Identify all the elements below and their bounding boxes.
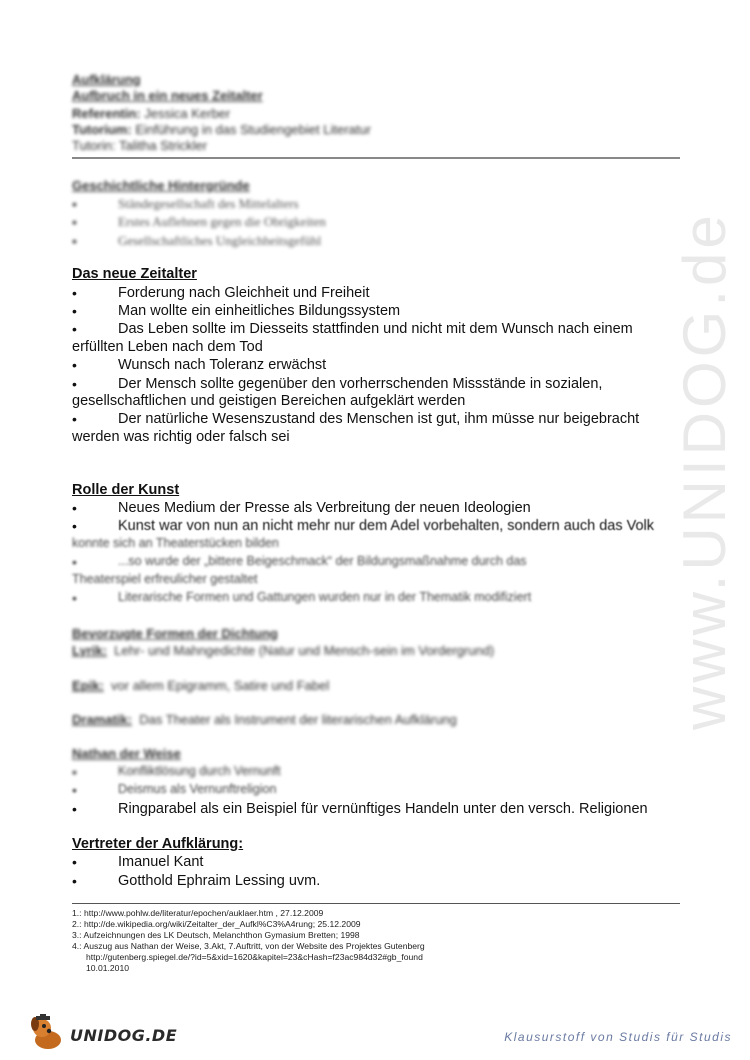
list-item: Forderung nach Gleichheit und Freiheit xyxy=(118,285,370,301)
epik-line xyxy=(72,678,329,693)
doc-title: Aufklärung xyxy=(72,72,141,87)
footnote-divider xyxy=(72,903,680,904)
footnote-date: 10.01.2010 xyxy=(86,963,130,973)
lyrik-line xyxy=(72,643,494,658)
list-item: Konfliktlösung durch Vernunft xyxy=(118,764,281,778)
referent-line xyxy=(72,106,230,121)
list-item: Der Mensch sollte gegenüber den vorherrschenden Missstände in sozialen, xyxy=(118,376,603,392)
dog-mascot-icon xyxy=(28,1014,68,1052)
logo-text: UNIDOG.DE xyxy=(70,1026,178,1045)
bullet-icon: • xyxy=(72,321,77,337)
list-item-continuation: konnte sich an Theaterstücken bilden xyxy=(72,536,279,550)
list-item-continuation: erfüllten Leben nach dem Tod xyxy=(72,339,263,355)
list-item: Kunst war von nun an nicht mehr nur dem Adel vorbehalten, sondern auch das Volk xyxy=(118,518,655,534)
bullet-icon: • xyxy=(72,801,77,817)
footnote: 4.: Auszug aus Nathan der Weise, 3.Akt, 7.Auftritt, von der Website des Projektes Gutenberg xyxy=(72,941,425,951)
header-divider xyxy=(72,157,680,159)
list-item: Der natürliche Wesenszustand des Menschen ist gut, ihm müsse nur beigebracht xyxy=(118,411,640,427)
bullet-icon: • xyxy=(72,303,77,319)
footnote: 2.: http://de.wikipedia.org/wiki/Zeitalter_der_Aufkl%C3%A4rung; 25.12.2009 xyxy=(72,919,361,929)
dramatik-label: Dramatik: xyxy=(72,712,132,727)
bullet-icon: • xyxy=(72,554,77,570)
bullet-icon: • xyxy=(72,357,77,373)
unidog-logo[interactable] xyxy=(28,1014,178,1052)
tutorium-name: Einführung in das Studiengebiet Literatur xyxy=(135,122,371,137)
epik-label: Epik: xyxy=(72,678,104,693)
bullet-icon: • xyxy=(72,764,77,780)
footnote-link[interactable]: http://gutenberg.spiegel.de/?id=5&xid=1620&kapitel=23&cHash=f23ac984d32#gb_found xyxy=(86,952,423,962)
bullet-icon: • xyxy=(72,590,77,606)
dramatik-line xyxy=(72,712,457,727)
referent-label: Referentin: xyxy=(72,106,141,121)
list-item: Deismus als Vernunftreligion xyxy=(118,782,277,796)
list-item: ...so wurde der „bittere Beigeschmack“ der Bildungsmaßnahme durch das xyxy=(118,554,527,568)
list-item: Erstes Auflehnen gegen die Obrigkeiten xyxy=(118,214,326,229)
section-heading-geschichte: Geschichtliche Hintergründe xyxy=(72,178,250,193)
list-item: Literarische Formen und Gattungen wurden nur in der Thematik modifiziert xyxy=(118,590,532,604)
bullet-icon: • xyxy=(72,214,77,230)
bullet-icon: • xyxy=(72,854,77,870)
list-item: Gesellschaftliches Ungleichheitsgefühl xyxy=(118,233,322,248)
bullet-icon: • xyxy=(72,518,77,534)
bullet-icon: • xyxy=(72,196,77,212)
list-item: Neues Medium der Presse als Verbreitung der neuen Ideologien xyxy=(118,500,531,516)
section-heading-formen: Bevorzugte Formen der Dichtung xyxy=(72,626,278,641)
doc-subtitle: Aufbruch in ein neues Zeitalter xyxy=(72,88,263,103)
section-heading-vertreter: Vertreter der Aufklärung: xyxy=(72,836,244,852)
dramatik-text: Das Theater als Instrument der literarischen Aufklärung xyxy=(139,712,457,727)
list-item: Imanuel Kant xyxy=(118,854,204,870)
bullet-icon: • xyxy=(72,500,77,516)
lyrik-label: Lyrik: xyxy=(72,643,107,658)
list-item: Man wollte ein einheitliches Bildungssystem xyxy=(118,303,401,319)
referent-name: Jessica Kerber xyxy=(144,106,231,121)
section-heading-nathan: Nathan der Weise xyxy=(72,746,181,761)
list-item-continuation: werden was richtig oder falsch sei xyxy=(72,429,290,445)
list-item-continuation: Theaterspiel erfreulicher gestaltet xyxy=(72,572,258,586)
watermark: www.UNIDOG.de xyxy=(671,211,738,730)
list-item: Das Leben sollte im Diesseits stattfinden und nicht mit dem Wunsch nach einem xyxy=(118,321,633,337)
bullet-icon: • xyxy=(72,233,77,249)
footnote: 1.: http://www.pohlw.de/literatur/epochen/auklaer.htm , 27.12.2009 xyxy=(72,908,324,918)
list-item: Wunsch nach Toleranz erwächst xyxy=(118,357,327,373)
slogan: Klausurstoff von Studis für Studis xyxy=(504,1030,732,1044)
tutorium-line xyxy=(72,122,371,137)
tutorium-label: Tutorium: xyxy=(72,122,132,137)
bullet-icon: • xyxy=(72,376,77,392)
bullet-icon: • xyxy=(72,285,77,301)
lyrik-text: Lehr- und Mahngedichte (Natur und Mensch-sein im Vordergrund) xyxy=(114,643,495,658)
tutorin-line: Tutorin: Talitha Strickler xyxy=(72,138,208,153)
footnote: 3.: Aufzeichnungen des LK Deutsch, Melanchthon Gymasium Bretten; 1998 xyxy=(72,930,360,940)
bullet-icon: • xyxy=(72,873,77,889)
section-heading-zeitalter: Das neue Zeitalter xyxy=(72,266,197,282)
list-item: Ringparabel als ein Beispiel für vernünftiges Handeln unter den versch. Religionen xyxy=(118,801,648,817)
bullet-icon: • xyxy=(72,411,77,427)
epik-text: vor allem Epigramm, Satire und Fabel xyxy=(111,678,330,693)
bullet-icon: • xyxy=(72,782,77,798)
list-item: Gotthold Ephraim Lessing uvm. xyxy=(118,873,321,889)
list-item-continuation: gesellschaftlichen und geistigen Bereichen aufgeklärt werden xyxy=(72,393,466,409)
list-item: Ständegesellschaft des Mittelalters xyxy=(118,196,299,211)
section-heading-kunst: Rolle der Kunst xyxy=(72,482,180,498)
